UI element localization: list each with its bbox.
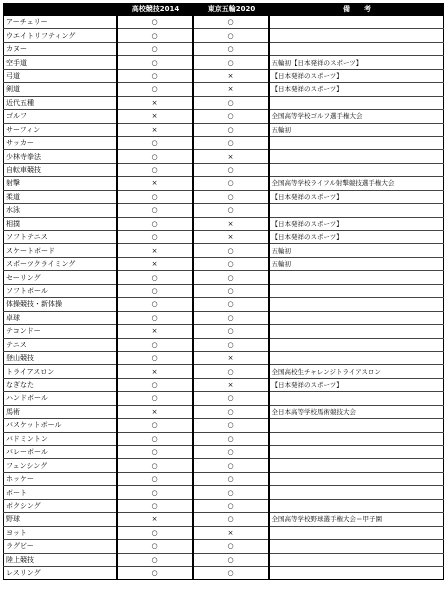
tokyo-mark-cell: ○	[193, 365, 269, 378]
tokyo-mark-cell: ○	[193, 244, 269, 257]
note-cell	[269, 29, 444, 42]
koko-mark-cell: ○	[117, 419, 193, 432]
note-cell: 【日本発祥のスポーツ】	[269, 190, 444, 203]
table-row	[4, 459, 444, 472]
sport-name-cell: セーリング	[4, 271, 117, 284]
koko-mark-cell: ○	[117, 83, 193, 96]
table-row	[4, 284, 444, 297]
tokyo-mark-cell: ×	[193, 217, 269, 230]
table-row	[4, 432, 444, 445]
sport-name-cell: ウエイトリフティング	[4, 29, 117, 42]
table-row	[4, 244, 444, 257]
tokyo-mark-cell: ○	[193, 540, 269, 553]
sport-name-cell: トライアスロン	[4, 365, 117, 378]
tokyo-mark-cell: ○	[193, 298, 269, 311]
table-row	[4, 123, 444, 136]
sport-name-cell: ハンドボール	[4, 392, 117, 405]
note-cell	[269, 553, 444, 566]
koko-mark-cell: ○	[117, 486, 193, 499]
note-cell	[269, 163, 444, 176]
sport-name-cell: 剣道	[4, 83, 117, 96]
note-cell: 【日本発祥のスポーツ】	[269, 217, 444, 230]
tokyo-mark-cell: ○	[193, 42, 269, 55]
sport-name-cell: 相撲	[4, 217, 117, 230]
sport-name-cell: ホッケー	[4, 472, 117, 485]
note-cell: 五輪初	[269, 123, 444, 136]
table-row	[4, 96, 444, 109]
table-row	[4, 540, 444, 553]
koko-mark-cell: ○	[117, 472, 193, 485]
table-row	[4, 217, 444, 230]
tokyo-mark-cell: ○	[193, 257, 269, 270]
table-row	[4, 110, 444, 123]
tokyo-mark-cell: ○	[193, 553, 269, 566]
sport-name-cell: スポーツクライミング	[4, 257, 117, 270]
koko-mark-cell: ○	[117, 499, 193, 512]
note-cell	[269, 150, 444, 163]
table-row	[4, 69, 444, 82]
table-row	[4, 378, 444, 391]
note-cell: 【日本発祥のスポーツ】	[269, 83, 444, 96]
note-cell	[269, 42, 444, 55]
koko-mark-cell: ×	[117, 96, 193, 109]
sport-name-cell: テコンドー	[4, 325, 117, 338]
note-cell: 全日本高等学校馬術競技大会	[269, 405, 444, 418]
koko-mark-cell: ×	[117, 123, 193, 136]
table-row	[4, 499, 444, 512]
table-row	[4, 311, 444, 324]
table-row	[4, 42, 444, 55]
sport-name-cell: フェンシング	[4, 459, 117, 472]
table-row	[4, 526, 444, 539]
tokyo-mark-cell: ○	[193, 163, 269, 176]
table-row	[4, 150, 444, 163]
note-cell	[269, 204, 444, 217]
koko-mark-cell: ○	[117, 566, 193, 579]
tokyo-mark-cell: ○	[193, 405, 269, 418]
tokyo-mark-cell: ○	[193, 123, 269, 136]
table-row	[4, 83, 444, 96]
sport-name-cell: 柔道	[4, 190, 117, 203]
tokyo-mark-cell: ○	[193, 110, 269, 123]
note-cell	[269, 566, 444, 579]
koko-mark-cell: ○	[117, 16, 193, 29]
note-cell	[269, 499, 444, 512]
tokyo-mark-cell: ×	[193, 351, 269, 364]
koko-mark-cell: ○	[117, 338, 193, 351]
koko-mark-cell: ○	[117, 217, 193, 230]
note-cell	[269, 311, 444, 324]
koko-mark-cell: ○	[117, 29, 193, 42]
koko-mark-cell: ○	[117, 432, 193, 445]
table-row	[4, 325, 444, 338]
koko-mark-cell: ×	[117, 325, 193, 338]
note-cell: 五輪初	[269, 257, 444, 270]
table-row	[4, 16, 444, 29]
tokyo-mark-cell: ○	[193, 513, 269, 526]
sport-name-cell: アーチェリー	[4, 16, 117, 29]
koko-mark-cell: ○	[117, 204, 193, 217]
tokyo-mark-cell: ○	[193, 16, 269, 29]
koko-mark-cell: ○	[117, 392, 193, 405]
table-row	[4, 419, 444, 432]
tokyo-mark-cell: ○	[193, 311, 269, 324]
sport-name-cell: カヌー	[4, 42, 117, 55]
sport-name-cell: ソフトボール	[4, 284, 117, 297]
note-cell: 【日本発祥のスポーツ】	[269, 69, 444, 82]
table-row	[4, 29, 444, 42]
tokyo-mark-cell: ×	[193, 231, 269, 244]
tokyo-mark-cell: ×	[193, 150, 269, 163]
note-cell	[269, 96, 444, 109]
sport-name-cell: スケートボード	[4, 244, 117, 257]
note-cell	[269, 325, 444, 338]
table-header	[4, 4, 444, 16]
note-cell	[269, 540, 444, 553]
koko-mark-cell: ○	[117, 163, 193, 176]
table-row	[4, 204, 444, 217]
koko-mark-cell: ○	[117, 231, 193, 244]
header-koko-2014: 高校競技2014	[117, 4, 193, 16]
table-row	[4, 566, 444, 579]
sport-name-cell: 登山競技	[4, 351, 117, 364]
sport-name-cell: テニス	[4, 338, 117, 351]
sport-name-cell: レスリング	[4, 566, 117, 579]
table-row	[4, 136, 444, 149]
koko-mark-cell: ×	[117, 177, 193, 190]
sport-name-cell: 空手道	[4, 56, 117, 69]
koko-mark-cell: ○	[117, 42, 193, 55]
sports-comparison-table	[3, 3, 444, 580]
table-row	[4, 446, 444, 459]
koko-mark-cell: ×	[117, 513, 193, 526]
note-cell	[269, 526, 444, 539]
note-cell: 全国高等学校ゴルフ選手権大会	[269, 110, 444, 123]
header-tokyo-2020: 東京五輪2020	[193, 4, 269, 16]
table-row	[4, 513, 444, 526]
koko-mark-cell: ×	[117, 257, 193, 270]
koko-mark-cell: ×	[117, 244, 193, 257]
sport-name-cell: 水泳	[4, 204, 117, 217]
sport-name-cell: 少林寺拳法	[4, 150, 117, 163]
sport-name-cell: バレーボール	[4, 446, 117, 459]
koko-mark-cell: ×	[117, 365, 193, 378]
sport-name-cell: 弓道	[4, 69, 117, 82]
note-cell	[269, 432, 444, 445]
header-sport	[4, 4, 117, 16]
table-row	[4, 298, 444, 311]
sport-name-cell: ボート	[4, 486, 117, 499]
tokyo-mark-cell: ○	[193, 419, 269, 432]
table-row	[4, 392, 444, 405]
sport-name-cell: バスケットボール	[4, 419, 117, 432]
koko-mark-cell: ○	[117, 136, 193, 149]
table-row	[4, 56, 444, 69]
tokyo-mark-cell: ○	[193, 96, 269, 109]
table-row	[4, 472, 444, 485]
note-cell: 【日本発祥のスポーツ】	[269, 378, 444, 391]
koko-mark-cell: ○	[117, 311, 193, 324]
tokyo-mark-cell: ○	[193, 325, 269, 338]
koko-mark-cell: ○	[117, 351, 193, 364]
sport-name-cell: 自転車競技	[4, 163, 117, 176]
tokyo-mark-cell: ○	[193, 338, 269, 351]
tokyo-mark-cell: ○	[193, 472, 269, 485]
note-cell	[269, 284, 444, 297]
koko-mark-cell: ○	[117, 459, 193, 472]
koko-mark-cell: ○	[117, 284, 193, 297]
note-cell: 全国高等学校野球選手権大会＝甲子園	[269, 513, 444, 526]
sport-name-cell: ラグビー	[4, 540, 117, 553]
koko-mark-cell: ○	[117, 190, 193, 203]
table-row	[4, 271, 444, 284]
sport-name-cell: 馬術	[4, 405, 117, 418]
note-cell	[269, 419, 444, 432]
note-cell	[269, 472, 444, 485]
tokyo-mark-cell: ○	[193, 177, 269, 190]
table-body	[4, 16, 444, 580]
tokyo-mark-cell: ○	[193, 56, 269, 69]
sport-name-cell: バドミントン	[4, 432, 117, 445]
tokyo-mark-cell: ○	[193, 392, 269, 405]
tokyo-mark-cell: ○	[193, 446, 269, 459]
koko-mark-cell: ×	[117, 405, 193, 418]
note-cell: 全国高等学校ライフル射撃競技選手権大会	[269, 177, 444, 190]
tokyo-mark-cell: ○	[193, 566, 269, 579]
koko-mark-cell: ○	[117, 446, 193, 459]
koko-mark-cell: ×	[117, 110, 193, 123]
tokyo-mark-cell: ○	[193, 432, 269, 445]
sport-name-cell: 卓球	[4, 311, 117, 324]
header-note: 備 考	[269, 4, 444, 16]
sport-name-cell: 近代五種	[4, 96, 117, 109]
sport-name-cell: 野球	[4, 513, 117, 526]
tokyo-mark-cell: ○	[193, 499, 269, 512]
note-cell	[269, 16, 444, 29]
tokyo-mark-cell: ○	[193, 29, 269, 42]
sport-name-cell: ボクシング	[4, 499, 117, 512]
tokyo-mark-cell: ○	[193, 459, 269, 472]
tokyo-mark-cell: ×	[193, 83, 269, 96]
note-cell	[269, 136, 444, 149]
note-cell: 五輪初【日本発祥のスポーツ】	[269, 56, 444, 69]
note-cell	[269, 392, 444, 405]
koko-mark-cell: ○	[117, 69, 193, 82]
sport-name-cell: サッカー	[4, 136, 117, 149]
table-row	[4, 231, 444, 244]
note-cell: 【日本発祥のスポーツ】	[269, 231, 444, 244]
sport-name-cell: 射撃	[4, 177, 117, 190]
table-row	[4, 177, 444, 190]
sport-name-cell: 陸上競技	[4, 553, 117, 566]
koko-mark-cell: ○	[117, 271, 193, 284]
sport-name-cell: なぎなた	[4, 378, 117, 391]
note-cell	[269, 298, 444, 311]
koko-mark-cell: ○	[117, 526, 193, 539]
tokyo-mark-cell: ○	[193, 136, 269, 149]
tokyo-mark-cell: ○	[193, 204, 269, 217]
koko-mark-cell: ○	[117, 378, 193, 391]
tokyo-mark-cell: ○	[193, 284, 269, 297]
koko-mark-cell: ○	[117, 540, 193, 553]
note-cell	[269, 351, 444, 364]
sport-name-cell: サーフィン	[4, 123, 117, 136]
note-cell	[269, 446, 444, 459]
table-row	[4, 163, 444, 176]
table-row	[4, 190, 444, 203]
note-cell: 五輪初	[269, 244, 444, 257]
sport-name-cell: ゴルフ	[4, 110, 117, 123]
tokyo-mark-cell: ×	[193, 526, 269, 539]
table-row	[4, 351, 444, 364]
tokyo-mark-cell: ○	[193, 190, 269, 203]
note-cell	[269, 271, 444, 284]
tokyo-mark-cell: ×	[193, 69, 269, 82]
table-row	[4, 405, 444, 418]
note-cell	[269, 459, 444, 472]
header-row	[4, 4, 444, 16]
table-row	[4, 338, 444, 351]
table-row	[4, 486, 444, 499]
note-cell	[269, 338, 444, 351]
sport-name-cell: ヨット	[4, 526, 117, 539]
tokyo-mark-cell: ×	[193, 378, 269, 391]
note-cell: 全国高校生チャレンジトライアスロン	[269, 365, 444, 378]
koko-mark-cell: ○	[117, 553, 193, 566]
koko-mark-cell: ○	[117, 56, 193, 69]
table-row	[4, 365, 444, 378]
table-row	[4, 257, 444, 270]
note-cell	[269, 486, 444, 499]
tokyo-mark-cell: ○	[193, 486, 269, 499]
koko-mark-cell: ○	[117, 150, 193, 163]
koko-mark-cell: ○	[117, 298, 193, 311]
table-row	[4, 553, 444, 566]
sport-name-cell: 体操競技・新体操	[4, 298, 117, 311]
sport-name-cell: ソフトテニス	[4, 231, 117, 244]
tokyo-mark-cell: ○	[193, 271, 269, 284]
